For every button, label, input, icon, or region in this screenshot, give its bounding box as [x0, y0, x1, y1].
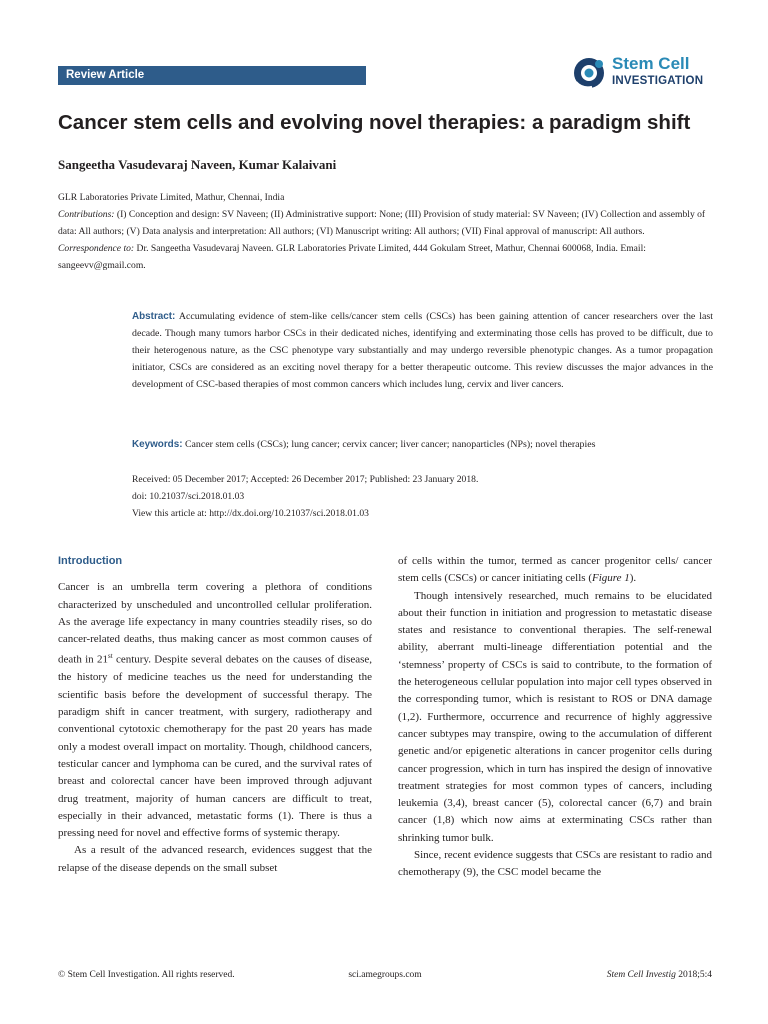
abstract: [132, 308, 713, 393]
journal-url[interactable]: sci.amegroups.com: [348, 970, 422, 980]
stem-cell-logo-icon: [572, 56, 606, 90]
copyright-notice: © Stem Cell Investigation. All rights reserved.: [58, 970, 235, 980]
doi[interactable]: doi: 10.21037/sci.2018.01.03: [132, 490, 245, 502]
keywords-text: Cancer stem cells (CSCs); lung cancer; cervix cancer; liver cancer; nanoparticles (NPs); novel therapies: [184, 439, 596, 450]
contributions-text: (I) Conception and design: SV Naveen; (II) Administrative support: None; (III) Provision of study material: SV Naveen; (IV) Collection and assembly of data: All authors; (V) Data analysis and interpretation: All authors; (VI) Manuscript writing: All authors; (VII) Final approval of manuscript: All authors.: [58, 209, 706, 237]
article-title: Cancer stem cells and evolving novel therapies: a paradigm shift: [58, 111, 691, 134]
ordinal-superscript: st: [108, 652, 113, 661]
body-paragraph: As a result of the advanced research, evidences suggest that the relapse of the disease depends on the small subset: [58, 844, 372, 874]
paragraph-text: Cancer is an umbrella term covering a plethora of conditions characterized by unscheduled and uncontrolled cellular proliferation. As the average life expectancy in many countries steadily rises, so do cancer-related deaths, thus making cancer as most common causes of death in 21: [58, 581, 372, 667]
correspondence-text: Dr. Sangeetha Vasudevaraj Naveen. GLR Laboratories Private Limited, 444 Gokulam Street, Mathur, Chennai 600068, India. Email: sangeevv@gmail.com.: [58, 243, 646, 271]
paragraph-text: of cells within the tumor, termed as cancer progenitor cells/ cancer stem cells (CSCs) or cancer initiating cells (: [398, 555, 712, 585]
article-type-badge: Review Article: [58, 66, 366, 85]
correspondence: [58, 240, 712, 274]
keywords-label: Keywords:: [132, 439, 183, 450]
contributions-label: Contributions:: [58, 209, 115, 220]
view-article-link[interactable]: View this article at: http://dx.doi.org/10.21037/sci.2018.01.03: [132, 507, 369, 519]
journal-logo[interactable]: [572, 54, 712, 90]
correspondence-label: Correspondence to:: [58, 243, 135, 254]
body-paragraph: Since, recent evidence suggests that CSCs are resistant to radio and chemotherapy (9), the CSC model became the: [398, 849, 712, 879]
journal-name-line1: Stem Cell: [612, 54, 690, 73]
received-dates: Received: 05 December 2017; Accepted: 26 December 2017; Published: 23 January 2018.: [132, 474, 479, 485]
citation-ref: 2018;5:4: [675, 970, 712, 980]
body-paragraph: Though intensively researched, much remains to be elucidated about their function in initiation and progression to metastatic disease states and resistance to conventional therapies. The self-renewal ability, aberrant multi-lineage differentiation potential and the ‘stemness’ property of CSCs is said to contribute, to the formation of the heterogeneous cellular population into major cell types observed in the corresponding tumor, which is resistant to ROS or DNA damage (1,2). Furthermore, occurrence and recurrence of highly aggressive cancer subtypes may transpire, owing to the accumulation of different genetic and/or epigenetic alterations in cancer progenitor cells during cancer progression, which in turn has inspired the design of innovative treatment strategies for most common types of cancers, including leukemia (3,4), breast cancer (5), colorectal cancer (6,7) and brain cancer (1,8) which now aims at exterminating CSCs rather than shrinking tumor bulk.: [398, 589, 712, 844]
body-paragraph: [58, 579, 372, 842]
abstract-text: Accumulating evidence of stem-like cells/cancer stem cells (CSCs) has been gaining attention of cancer researchers over the last decade. Though many tumors harbor CSCs in their dedicated niches, identifying and exterminating those cells has proved to be difficult, due to their heterogenous nature, as the CSC phenotype vary substantially and may undergo reversible phenotypic changes. As a tumor propagation initiator, CSCs are considered as an exciting novel therapy for a better therapeutic outcome. This review discusses the major advances in the development of CSC-based therapies of most common cancers which includes lung, cervix and liver cancers.: [132, 311, 713, 391]
citation-journal: Stem Cell Investig: [606, 970, 676, 980]
paragraph-text: century. Despite several debates on the causes of disease, the history of medicine teaches us the need for understanding the scientific basis before the development of successful therapy. The paradigm shift in cancer treatment, with surgery, radiotherapy and conventional cytotoxic chemotherapy for the past 20 years has made only a modest overall impact on mortality. Though, childhood cancers, testicular cancer and lymphoma can be cured, and the survival rates of breast and colorectal cancer have been improved through adjuvant drug treatment, majority of human cancers are difficult to treat, especially in their advanced, metastatic forms (1). There is thus a pressing need for novel and effective forms of systemic therapy.: [58, 654, 372, 840]
paragraph-text: ).: [629, 572, 637, 585]
journal-name-line2: INVESTIGATION: [612, 75, 704, 87]
abstract-label: Abstract:: [132, 311, 176, 322]
publication-dates: [132, 472, 713, 522]
citation: [607, 968, 712, 982]
introduction-heading: Introduction: [58, 555, 123, 567]
contributions: [58, 206, 712, 240]
keywords: [132, 436, 732, 453]
figure-reference[interactable]: Figure 1: [591, 572, 630, 585]
body-paragraph: [398, 553, 712, 588]
article-metadata: [58, 189, 712, 274]
affiliation: GLR Laboratories Private Limited, Mathur, Chennai, India: [58, 192, 285, 203]
body-column-left: [58, 553, 372, 877]
author-list: Sangeetha Vasudevaraj Naveen, Kumar Kalaivani: [58, 157, 337, 172]
body-column-right: [398, 553, 712, 882]
